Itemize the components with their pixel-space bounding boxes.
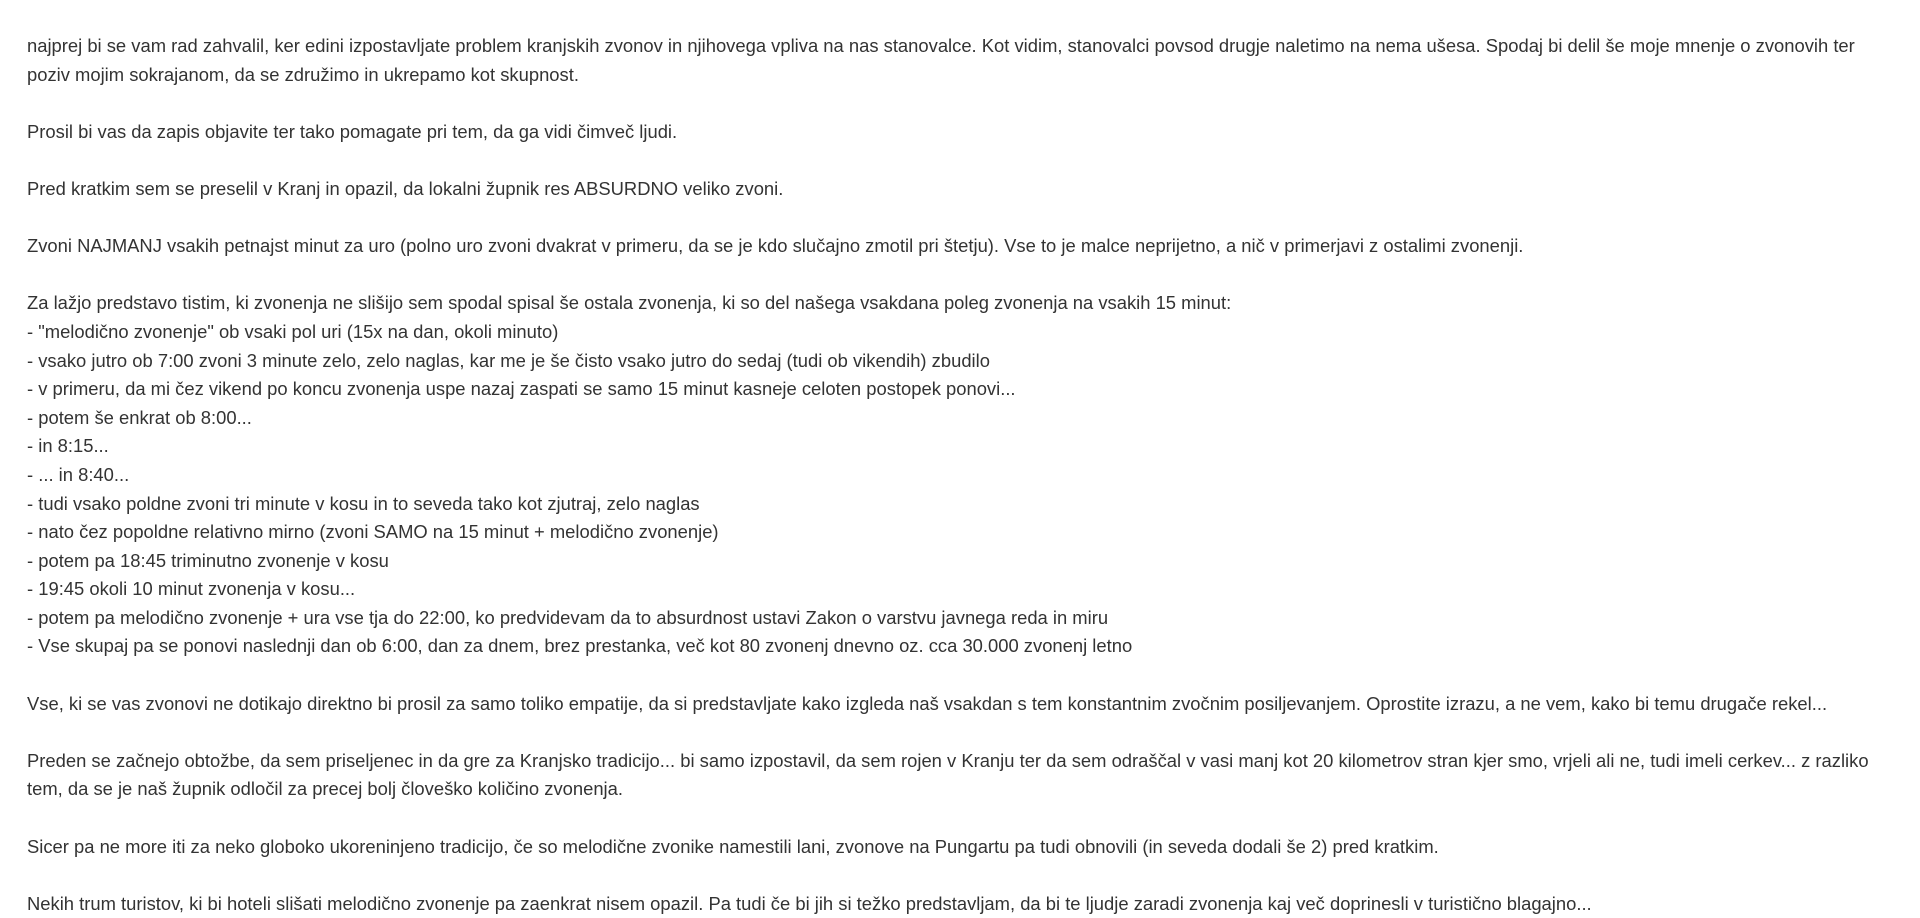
- paragraph-gap: [27, 146, 1920, 175]
- paragraph-tourists: [27, 890, 1920, 918]
- schedule-list-item: - nato čez popoldne relativno mirno (zvoni SAMO na 15 minut + melodično zvonenje): [27, 521, 719, 543]
- paragraph-gap: [27, 861, 1920, 890]
- paragraph-ringing-schedule: [27, 289, 1920, 661]
- paragraph-empathy: [27, 690, 1920, 719]
- schedule-list-item: - "melodično zvonenje" ob vsaki pol uri (15x na dan, okoli minuto): [27, 320, 559, 342]
- schedule-list-item: - v primeru, da mi čez vikend po koncu zvonenja uspe nazaj zaspati se samo 15 minut kasneje celoten postopek ponovi...: [27, 378, 1016, 400]
- text-line: poziv mojim sokrajanom, da se združimo in ukrepamo kot skupnost.: [27, 63, 579, 85]
- paragraph-request: [27, 118, 1920, 147]
- paragraph-gap: [27, 89, 1920, 118]
- text-line: Vse, ki se vas zvonovi ne dotikajo direktno bi prosil za samo toliko empatije, da si predstavljate kako izgleda naš vsakdan s tem konstantnim zvočnim posiljevanjem. Oprostite izrazu, a ne vem, kako bi temu drugače rekel...: [27, 692, 1828, 714]
- text-line: Zvoni NAJMANJ vsakih petnajst minut za uro (polno uro zvoni dvakrat v primeru, da se je kdo slučajno zmotil pri štetju). Vse to je malce neprijetno, a nič v primerjavi z ostalimi zvonenji.: [27, 235, 1524, 257]
- paragraph-moved: [27, 175, 1920, 204]
- schedule-intro-line: Za lažjo predstavo tistim, ki zvonenja ne slišijo sem spodal spisal še ostala zvonenja, ki so del našega vsakdana poleg zvonenja na vsakih 15 minut:: [27, 292, 1232, 314]
- text-line: Nekih trum turistov, ki bi hoteli slišati melodično zvonenje pa zaenkrat nisem opazil. Pa tudi če bi jih si težko predstavljam, da bi te ljudje zaradi zvonenja kaj več doprinesli v turistično blagajno...: [27, 892, 1592, 914]
- text-line: tem, da se je naš župnik odločil za precej bolj človeško količino zvonenja.: [27, 778, 623, 800]
- schedule-list-item: - in 8:15...: [27, 435, 109, 457]
- paragraph-quarter-hour: [27, 232, 1920, 261]
- schedule-list-item: - 19:45 okoli 10 minut zvonenja v kosu...: [27, 578, 356, 600]
- schedule-list-item: - potem pa melodično zvonenje + ura vse tja do 22:00, ko predvidevam da to absurdnost ustavi Zakon o varstvu javnega reda in miru: [27, 606, 1109, 628]
- paragraph-intro: [27, 32, 1920, 89]
- schedule-list-item: - potem še enkrat ob 8:00...: [27, 406, 252, 428]
- paragraph-new-bells: [27, 833, 1920, 862]
- paragraph-gap: [27, 661, 1920, 690]
- text-line: najprej bi se vam rad zahvalil, ker edini izpostavljate problem kranjskih zvonov in njihovega vpliva na nas stanovalce. Kot vidim, stanovalci povsod drugje naletimo na nema ušesa. Spodaj bi delil še moje mnenje o zvonovih ter: [27, 35, 1855, 56]
- schedule-list-item: - potem pa 18:45 triminutno zvonenje v kosu: [27, 549, 389, 571]
- schedule-list-item: - Vse skupaj pa se ponovi naslednji dan ob 6:00, dan za dnem, brez prestanka, več kot 80 zvonenj dnevno oz. cca 30.000 zvonenj letno: [27, 635, 1133, 657]
- paragraph-gap: [27, 718, 1920, 747]
- document-body: [27, 32, 1920, 918]
- schedule-list-item: - tudi vsako poldne zvoni tri minute v kosu in to seveda tako kot zjutraj, zelo naglas: [27, 492, 700, 514]
- paragraph-gap: [27, 261, 1920, 290]
- paragraph-gap: [27, 804, 1920, 833]
- paragraph-gap: [27, 204, 1920, 233]
- text-line: Preden se začnejo obtožbe, da sem priseljenec in da gre za Kranjsko tradicijo... bi samo izpostavil, da sem rojen v Kranju ter da sem odraščal v vasi manj kot 20 kilometrov stran kjer smo, vrjeli ali ne, tudi imeli cerkev... z razliko: [27, 749, 1869, 771]
- schedule-list-item: - ... in 8:40...: [27, 463, 130, 485]
- text-line: Sicer pa ne more iti za neko globoko ukoreninjeno tradicijo, če so melodične zvonike namestili lani, zvonove na Pungartu pa tudi obnovili (in seveda dodali še 2) pred kratkim.: [27, 835, 1439, 857]
- text-line: Pred kratkim sem se preselil v Kranj in opazil, da lokalni župnik res ABSURDNO veliko zvoni.: [27, 177, 784, 199]
- text-line: Prosil bi vas da zapis objavite ter tako pomagate pri tem, da ga vidi čimveč ljudi.: [27, 120, 678, 142]
- schedule-list-item: - vsako jutro ob 7:00 zvoni 3 minute zelo, zelo naglas, kar me je še čisto vsako jutro do sedaj (tudi ob vikendih) zbudilo: [27, 349, 990, 371]
- paragraph-tradition: [27, 747, 1920, 804]
